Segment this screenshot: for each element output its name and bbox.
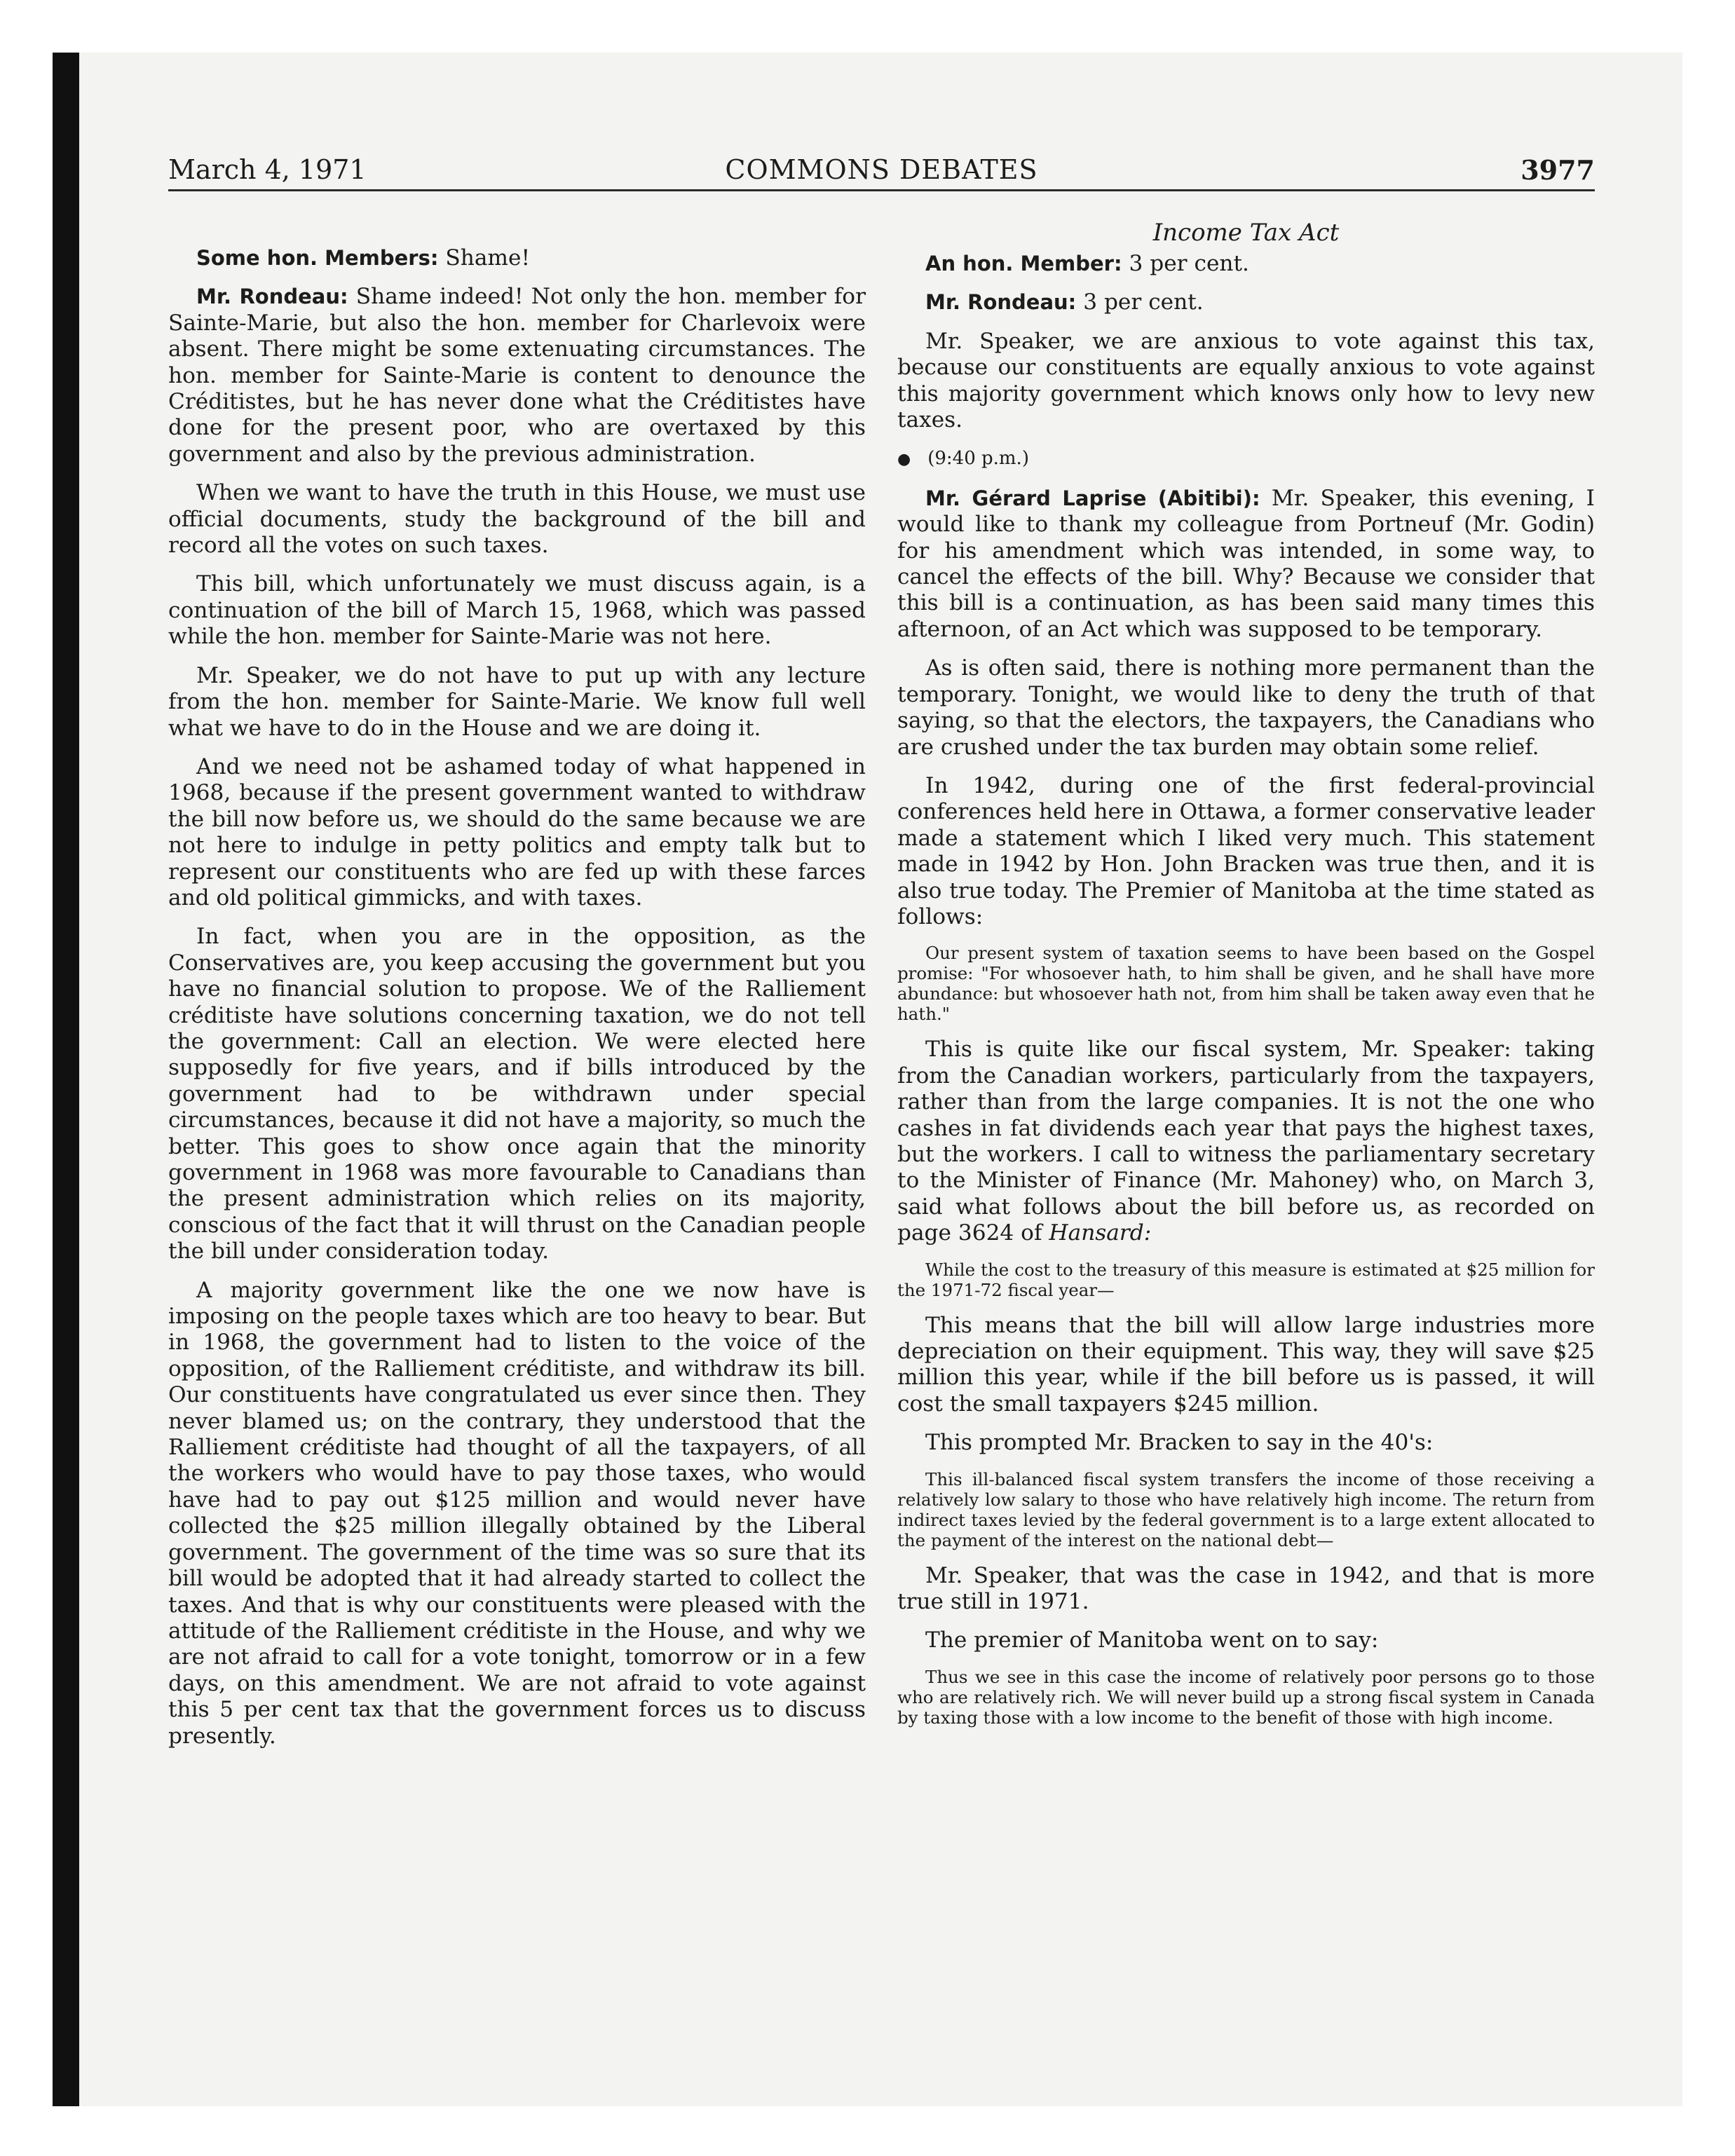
paragraph: Mr. Speaker, we are anxious to vote against this tax, because our constituents are equally anxious to vote against this majority government which knows only how to levy new taxes. bbox=[897, 328, 1595, 433]
paragraph bbox=[168, 245, 866, 271]
header-date: March 4, 1971 bbox=[168, 154, 367, 185]
speech-text: This is quite like our fiscal system, Mr. Speaker: taking from the Canadian workers, particularly from the taxpayers, rather than from the large companies. It is not the one who cashes in fat dividends each year that pays the highest taxes, but the workers. I call to witness the parliamentary secretary to the Minister of Finance (Mr. Mahoney) who, on March 3, said what follows about the bill before us, as recorded on page 3624 of bbox=[897, 1037, 1595, 1246]
paragraph bbox=[897, 486, 1595, 643]
paragraph: The premier of Manitoba went on to say: bbox=[925, 1628, 1379, 1653]
paragraph: In 1942, during one of the first federal-provincial conferences held here in Ottawa, a former conservative leader made a statement which I liked very much. This statement made in 1942 by Hon. John Bracken was true then, and it is also true today. The Premier of Manitoba at the time stated as follows: bbox=[897, 772, 1595, 929]
paragraph bbox=[168, 284, 866, 468]
binding-edge bbox=[53, 53, 79, 2106]
paragraph: When we want to have the truth in this House, we must use official documents, study the background of the bill and record all the votes on such taxes. bbox=[168, 480, 866, 559]
paragraph: Mr. Speaker, that was the case in 1942, and that is more true still in 1971. bbox=[897, 1562, 1595, 1615]
paragraph: A majority government like the one we now have is imposing on the people taxes which are too heavy to bear. But in 1968, the government had to listen to the voice of the opposition, of the Ralliement créditiste, and withdraw its bill. Our constituents have congratulated us ever since then. They never blamed us; on the contrary, they understood that the Ralliement créditiste had thought of all the taxpayers, of all the workers who would have to pay those taxes, who would have had to pay out $125 million and would never have collected the $25 million illegally obtained by the Liberal government. The government of the time was so sure that its bill would be adopted that it had already started to collect the taxes. And that is why our constituents were pleased with the attitude of the Ralliement créditiste in the House, and why we are not afraid to call for a vote tonight, tomorrow or in a few days, on this amendment. We are not afraid to vote against this 5 per cent tax that the government forces us to discuss presently. bbox=[168, 1277, 866, 1749]
speech-text: Mr. Speaker, this evening, I would like to thank my colleague from Portneuf (Mr. Godin) for his amendment which was intended, in some way, to cancel the effects of the bill. Why? Because we consider that this bill is a continuation, as has been said many times this afternoon, of an Act which was supposed to be temporary. bbox=[897, 485, 1595, 642]
speaker-name: Mr. Gérard Laprise (Abitibi): bbox=[925, 486, 1260, 510]
left-column bbox=[168, 245, 866, 1762]
header-rule bbox=[168, 189, 1595, 191]
paragraph: As is often said, there is nothing more permanent than the temporary. Tonight, we would like to deny the truth of that saying, so that the electors, the taxpayers, the Canadians who are crushed under the tax burden may obtain some relief. bbox=[897, 655, 1595, 760]
paragraph: Mr. Speaker, we do not have to put up with any lecture from the hon. member for Sainte-Marie. We know full well what we have to do in the House and we are doing it. bbox=[168, 662, 866, 741]
speech-text: 3 per cent. bbox=[1122, 251, 1249, 276]
speech-text: Shame indeed! Not only the hon. member for Sainte-Marie, but also the hon. member for Charlevoix were absent. There might be some extenuating circumstances. The hon. member for Sainte-Marie is content to denounce the Créditistes, but he has never done what the Créditistes have done for the present poor, who are overtaxed by this government and also by the previous administration. bbox=[168, 284, 866, 467]
speech-text: 3 per cent. bbox=[1076, 289, 1204, 315]
block-quote: This ill-balanced fiscal system transfers the income of those receiving a relatively low salary to those who have relatively high income. The return from indirect taxes levied by the federal government is to a large extent allocated to the payment of the interest on the national debt— bbox=[897, 1468, 1595, 1550]
block-quote: Thus we see in this case the income of relatively poor persons go to those who are relatively rich. We will never build up a strong fiscal system in Canada by taxing those with a low income to the benefit of those with high income. bbox=[897, 1666, 1595, 1728]
paragraph: This prompted Mr. Bracken to say in the 40's: bbox=[925, 1430, 1434, 1456]
paragraph: This bill, which unfortunately we must discuss again, is a continuation of the bill of March 15, 1968, which was passed while the hon. member for Sainte-Marie was not here. bbox=[168, 571, 866, 650]
page-number: 3977 bbox=[1520, 154, 1595, 186]
running-head: Income Tax Act bbox=[1152, 219, 1340, 247]
block-quote: While the cost to the treasury of this measure is estimated at $25 million for the 1971-72 fiscal year— bbox=[897, 1259, 1595, 1300]
block-quote: Our present system of taxation seems to have been based on the Gospel promise: "For whosoever hath, to him shall be given, and he shall have more abundance: but whosoever hath not, from him shall be taken away even that he hath." bbox=[897, 943, 1595, 1025]
header-title: COMMONS DEBATES bbox=[725, 154, 1038, 185]
paragraph bbox=[897, 289, 1595, 315]
time-text: (9:40 p.m.) bbox=[927, 448, 1029, 470]
speaker-name: An hon. Member: bbox=[925, 252, 1122, 275]
speaker-name: Mr. Rondeau: bbox=[925, 290, 1077, 315]
page-header bbox=[168, 154, 1595, 191]
bullet-icon: ● bbox=[897, 451, 911, 469]
paragraph bbox=[897, 251, 1595, 277]
paragraph: This means that the bill will allow large industries more depreciation on their equipment. This way, they will save $25 million this year, while if the bill before us is passed, it will cost the small taxpayers $245 million. bbox=[897, 1312, 1595, 1417]
hansard-reference: Hansard: bbox=[1049, 1220, 1152, 1246]
paragraph: In fact, when you are in the opposition, as the Conservatives are, you keep accusing the government but you have no financial solution to propose. We of the Ralliement créditiste have solutions concerning taxation, we do not tell the government: Call an election. We were elected here supposedly for five years, and if bills introduced by the government had to be withdrawn under special circumstances, because it did not have a majority, so much the better. This goes to show once again that the minority government in 1968 was more favourable to Canadians than the present administration which relies on its majority, conscious of the fact that it will thrust on the Canadian people the bill under consideration today. bbox=[168, 924, 866, 1264]
speech-text: Shame! bbox=[438, 245, 530, 271]
right-column bbox=[897, 251, 1595, 1740]
speaker-name: Some hon. Members: bbox=[196, 246, 439, 270]
speaker-name: Mr. Rondeau: bbox=[196, 285, 348, 309]
paragraph: And we need not be ashamed today of what happened in 1968, because if the present government wanted to withdraw the bill now before us, we should do the same because we are not here to indulge in petty politics and empty talk but to represent our constituents who are fed up with these farces and old political gimmicks, and with taxes. bbox=[168, 753, 866, 910]
time-stamp bbox=[897, 446, 1595, 472]
paragraph bbox=[897, 1037, 1595, 1246]
